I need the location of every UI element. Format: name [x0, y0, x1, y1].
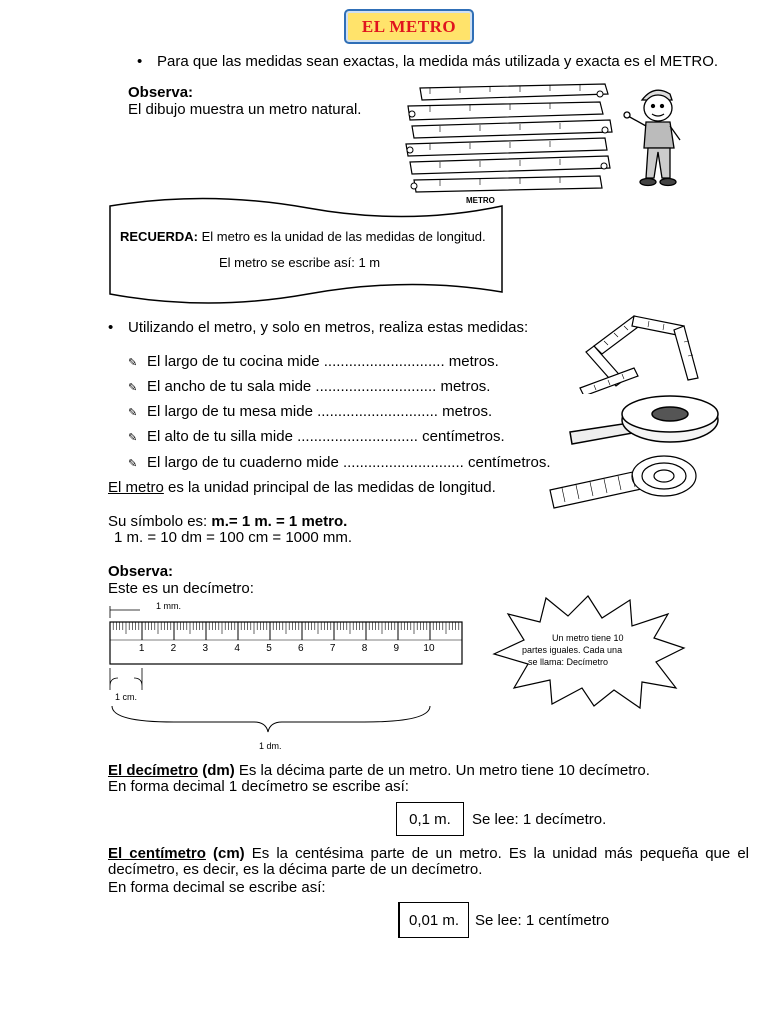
pencil-icon: ✎ [128, 407, 138, 419]
centimetro-line2: En forma decimal se escribe así: [108, 879, 326, 896]
centimetro-abbr: (cm) [205, 845, 245, 862]
symbol-prefix: Su símbolo es: [108, 513, 212, 530]
ruler-number: 2 [170, 643, 177, 654]
decimetro-value-box: 0,1 m. [396, 802, 464, 836]
recuerda-line2: El metro se escribe así: 1 m [219, 255, 381, 270]
starburst-line2: partes iguales. Cada una [522, 645, 623, 655]
ruler-dm-label: 1 dm. [259, 741, 282, 751]
recuerda-box [108, 196, 504, 304]
pencil-icon: ✎ [128, 458, 138, 470]
decimetro-line [108, 762, 650, 779]
boy-illustration [622, 82, 692, 192]
decimetro-read: Se lee: 1 decímetro. [472, 811, 607, 828]
ruler-number: 10 [423, 643, 435, 654]
starburst-line3: se llama: Decímetro [528, 657, 609, 667]
ruler-number: 5 [266, 643, 272, 654]
folding-ruler-small-image [574, 308, 714, 394]
intro-bullet: • Para que las medidas sean exactas, la medida más utilizada y exacta es el METRO. [157, 53, 718, 70]
metro-image-label: METRO [466, 196, 495, 205]
pencil-icon: ✎ [128, 432, 138, 444]
principal-line [108, 479, 496, 496]
centimetro-term: El centímetro [108, 845, 206, 862]
ruler-number: 3 [202, 643, 209, 654]
centimetro-value-box: 0,01 m. [398, 902, 469, 938]
activity-bullet: • Utilizando el metro, y solo en metros, realiza estas medidas: [128, 319, 528, 336]
folding-ruler-image [400, 80, 620, 208]
decimetro-term: El decímetro [108, 762, 199, 779]
centimetro-paragraph [108, 846, 749, 878]
ruler-number: 9 [393, 643, 400, 654]
observa-heading-1: Observa: [128, 84, 194, 101]
ruler-mm-label: 1 mm. [156, 601, 182, 611]
pencil-icon: ✎ [128, 382, 138, 394]
ruler-cm-label: 1 cm. [115, 692, 138, 702]
observa-heading-2: Observa: [108, 563, 174, 580]
list-item: ✎ El largo de tu cuaderno mide ............................. centímetros. [128, 454, 551, 471]
list-item: ✎ El alto de tu silla mide ............................. centímetros. [128, 428, 505, 445]
decimetro-line2: En forma decimal 1 decímetro se escribe así: [108, 778, 409, 795]
tape-measure-image [566, 392, 726, 456]
recuerda-label: RECUERDA: [120, 229, 198, 244]
ruler-number: 4 [234, 643, 240, 654]
symbol-bold: m.= 1 m. = 1 metro. [211, 513, 348, 530]
pencil-icon: ✎ [128, 357, 138, 369]
observa-text-2: Este es un decímetro: [108, 580, 254, 597]
starburst-line1: Un metro tiene 10 [552, 633, 624, 643]
centimetro-text: Es la centésima parte de un metro. Es la unidad más pequeña que el decímetro, es decir, es la décima parte de un decímetro. [108, 845, 749, 878]
dm-brace [112, 706, 430, 732]
ruler-number: 8 [361, 643, 368, 654]
ruler-number: 1 [138, 643, 145, 654]
list-item: ✎ El largo de tu cocina mide ............................. metros. [128, 353, 499, 370]
cm-brace [110, 668, 142, 690]
equivalence-line: 1 m. = 10 dm = 100 cm = 1000 mm. [114, 529, 353, 546]
principal-term: El metro [108, 479, 164, 496]
centimetro-read: Se lee: 1 centímetro [475, 912, 610, 929]
list-item: ✎ El ancho de tu sala mide ............................. metros. [128, 378, 491, 395]
decimetro-abbr: (dm) [198, 762, 235, 779]
symbol-line [108, 513, 347, 530]
recuerda-text: El metro es la unidad de las medidas de longitud. [201, 229, 486, 244]
mm-pointer [110, 606, 140, 618]
decimeter-ruler [104, 598, 468, 758]
principal-text: es la unidad principal de las medidas de longitud. [163, 479, 496, 496]
decimetro-text: Es la décima parte de un metro. Un metro tiene 10 decímetro. [234, 762, 650, 779]
ruler-number: 7 [329, 643, 336, 654]
page-title: EL METRO [344, 9, 474, 44]
measuring-tape-coil-image [546, 452, 702, 510]
ruler-number: 6 [298, 643, 304, 654]
observa-text-1: El dibujo muestra un metro natural. [128, 101, 362, 118]
recuerda-line [120, 229, 486, 244]
list-item: ✎ El largo de tu mesa mide ............................. metros. [128, 403, 493, 420]
